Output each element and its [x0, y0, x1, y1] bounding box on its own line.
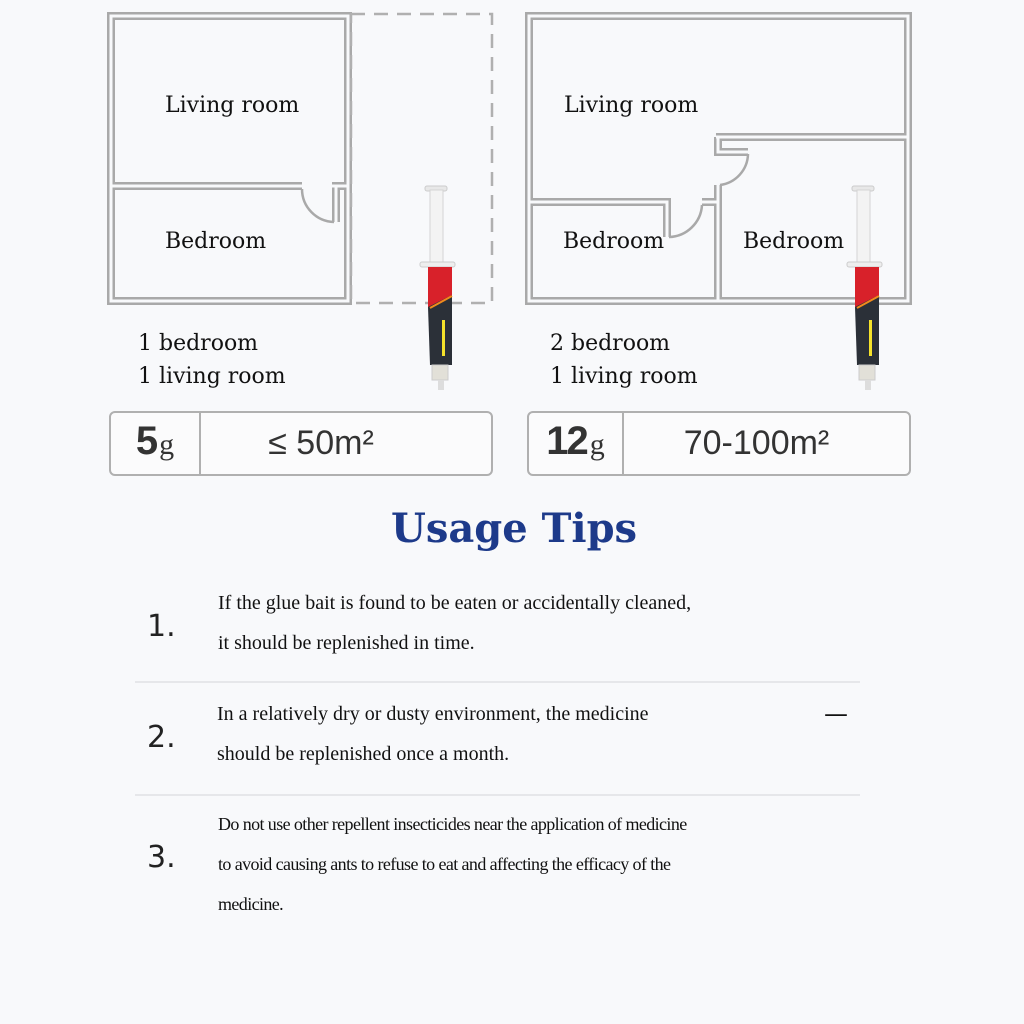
room-label: Bedroom	[743, 229, 845, 254]
tip-item	[135, 694, 860, 792]
dose-unit: g	[159, 428, 175, 461]
coverage-area: 70-100m²	[683, 424, 830, 462]
dose	[111, 413, 201, 474]
syringe-icon	[847, 186, 882, 390]
divider	[135, 794, 860, 796]
room-label: Bedroom	[165, 229, 267, 254]
tip-text	[217, 694, 649, 774]
coverage-area: ≤ 50m²	[268, 424, 374, 462]
dose-amount: 12	[546, 419, 587, 463]
tip-line: If the glue bait is found to be eaten or accidentally cleaned,	[218, 592, 692, 614]
room-label: Living room	[564, 93, 699, 118]
usage-tips-title: Usage Tips	[390, 505, 638, 552]
room-label: Living room	[165, 93, 300, 118]
tip-number: 1.	[147, 609, 176, 644]
floor-plan-2	[529, 16, 908, 301]
tip-item	[135, 804, 860, 934]
dose	[529, 413, 624, 474]
plan-1-description	[138, 327, 286, 393]
description-line: 1 bedroom	[138, 331, 259, 356]
tip-line: In a relatively dry or dusty environment, the medicine	[217, 703, 649, 725]
tip-text	[218, 804, 687, 924]
dash-mark: —	[824, 700, 848, 728]
tip-text	[218, 583, 691, 663]
tip-number: 3.	[147, 840, 176, 875]
tip-line: Do not use other repellent insecticides near the application of medicine	[218, 814, 687, 834]
tip-line: it should be replenished in time.	[218, 632, 475, 654]
spec-box-2	[527, 411, 911, 476]
dose-unit: g	[589, 428, 605, 461]
tip-line: should be replenished once a month.	[217, 743, 510, 765]
description-line: 1 living room	[138, 364, 286, 389]
spec-box-1	[109, 411, 493, 476]
dose-amount: 5	[135, 419, 157, 463]
divider	[135, 681, 860, 683]
plan-2-description	[550, 327, 698, 393]
tip-line: medicine.	[218, 894, 284, 914]
tip-line: to avoid causing ants to refuse to eat and affecting the efficacy of the	[218, 854, 671, 874]
syringe-icon	[420, 186, 455, 390]
tip-number: 2.	[147, 720, 176, 755]
description-line: 1 living room	[550, 364, 698, 389]
room-label: Bedroom	[563, 229, 665, 254]
tip-item	[135, 583, 860, 681]
description-line: 2 bedroom	[550, 331, 671, 356]
